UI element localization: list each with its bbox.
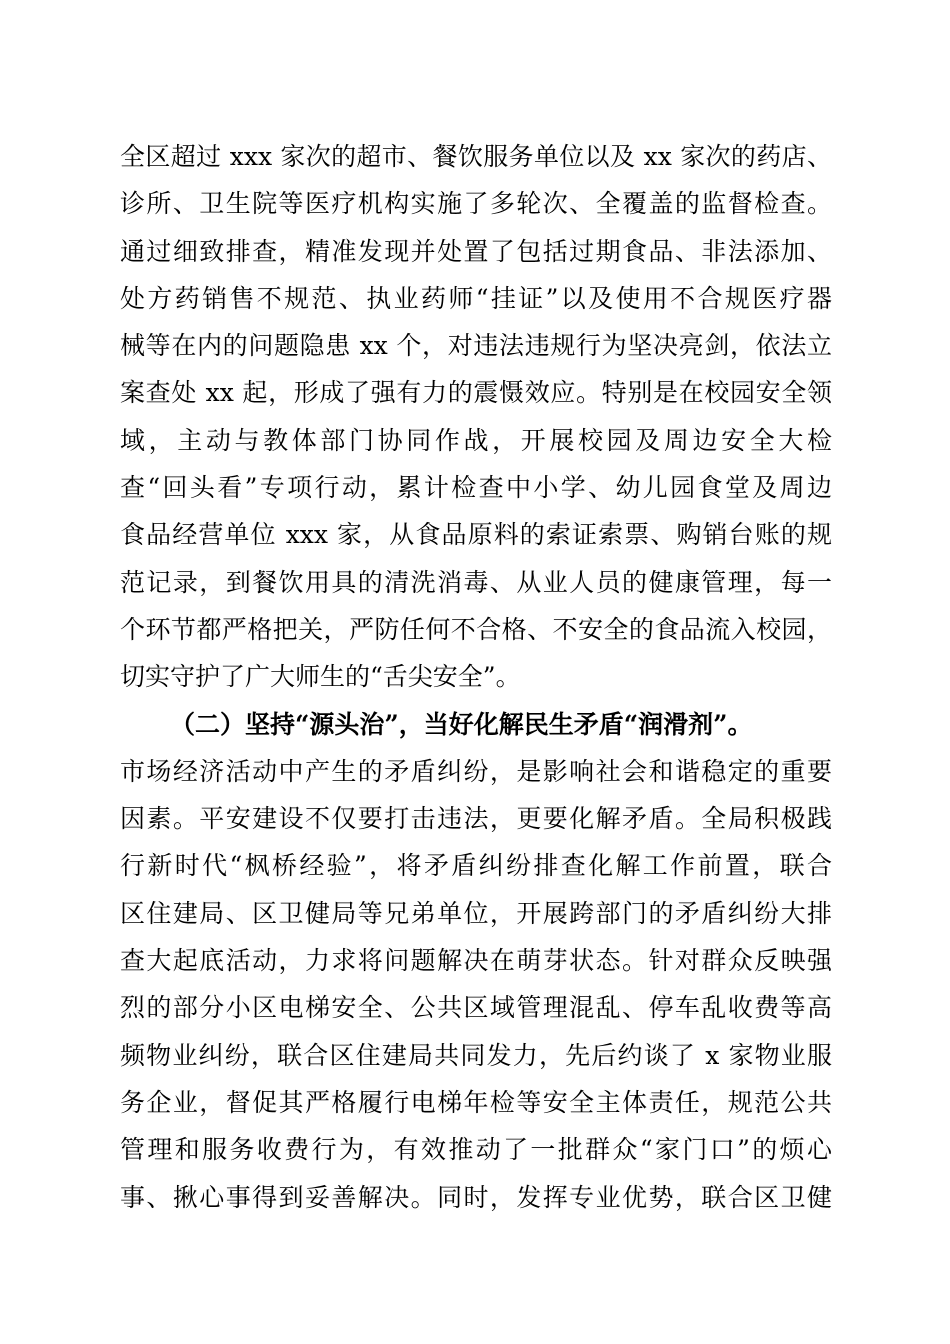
- paragraph-line: 全区超过 xxx 家次的超市、餐饮服务单位以及 xx 家次的药店、: [120, 142, 832, 171]
- paragraph-line: 市场经济活动中产生的矛盾纠纷，是影响社会和谐稳定的重要: [120, 756, 832, 786]
- paragraph-line: 范记录，到餐饮用具的清洗消毒、从业人员的健康管理，每一: [120, 567, 832, 597]
- paragraph-line: 通过细致排查，精准发现并处置了包括过期食品、非法添加、: [120, 236, 832, 266]
- paragraph-line: 行新时代“枫桥经验”，将矛盾纠纷排查化解工作前置，联合: [120, 851, 832, 881]
- paragraph-line: 案查处 xx 起，形成了强有力的震慑效应。特别是在校园安全领: [120, 378, 832, 408]
- paragraph-line: 械等在内的问题隐患 xx 个，对违法违规行为坚决亮剑，依法立: [120, 331, 832, 361]
- paragraph-line: 因素。平安建设不仅要打击违法，更要化解矛盾。全局积极践: [120, 804, 832, 834]
- paragraph-line: 频物业纠纷，联合区住建局共同发力，先后约谈了 x 家物业服: [120, 1040, 832, 1070]
- paragraph-line: 切实守护了广大师生的“舌尖安全”。: [120, 662, 521, 692]
- paragraph-line: 诊所、卫生院等医疗机构实施了多轮次、全覆盖的监督检查。: [120, 189, 832, 219]
- paragraph-line: 食品经营单位 xxx 家，从食品原料的索证索票、购销台账的规: [120, 520, 832, 550]
- paragraph-line: 务企业，督促其严格履行电梯年检等安全主体责任，规范公共: [120, 1087, 832, 1117]
- paragraph-line: 管理和服务收费行为，有效推动了一批群众“家门口”的烦心: [120, 1135, 832, 1165]
- paragraph-line: 区住建局、区卫健局等兄弟单位，开展跨部门的矛盾纠纷大排: [120, 898, 832, 928]
- paragraph-line: 处方药销售不规范、执业药师“挂证”以及使用不合规医疗器: [120, 283, 832, 313]
- paragraph-line: 事、揪心事得到妥善解决。同时，发挥专业优势，联合区卫健: [120, 1182, 832, 1212]
- paragraph-line: 个环节都严格把关，严防任何不合格、不安全的食品流入校园，: [120, 614, 832, 644]
- document-body: [120, 133, 832, 1221]
- paragraph-line: 查“回头看”专项行动，累计检查中小学、幼儿园食堂及周边: [120, 473, 832, 503]
- paragraph-line: 域，主动与教体部门协同作战，开展校园及周边安全大检: [120, 425, 832, 455]
- paragraph-1: [120, 133, 832, 701]
- paragraph-line: 查大起底活动，力求将问题解决在萌芽状态。针对群众反映强: [120, 946, 832, 976]
- paragraph-line: 烈的部分小区电梯安全、公共区域管理混乱、停车乱收费等高: [120, 993, 832, 1023]
- section-heading: （二）坚持“源头治”，当好化解民生矛盾“润滑剂”。: [170, 709, 753, 739]
- section-2: [120, 701, 832, 1221]
